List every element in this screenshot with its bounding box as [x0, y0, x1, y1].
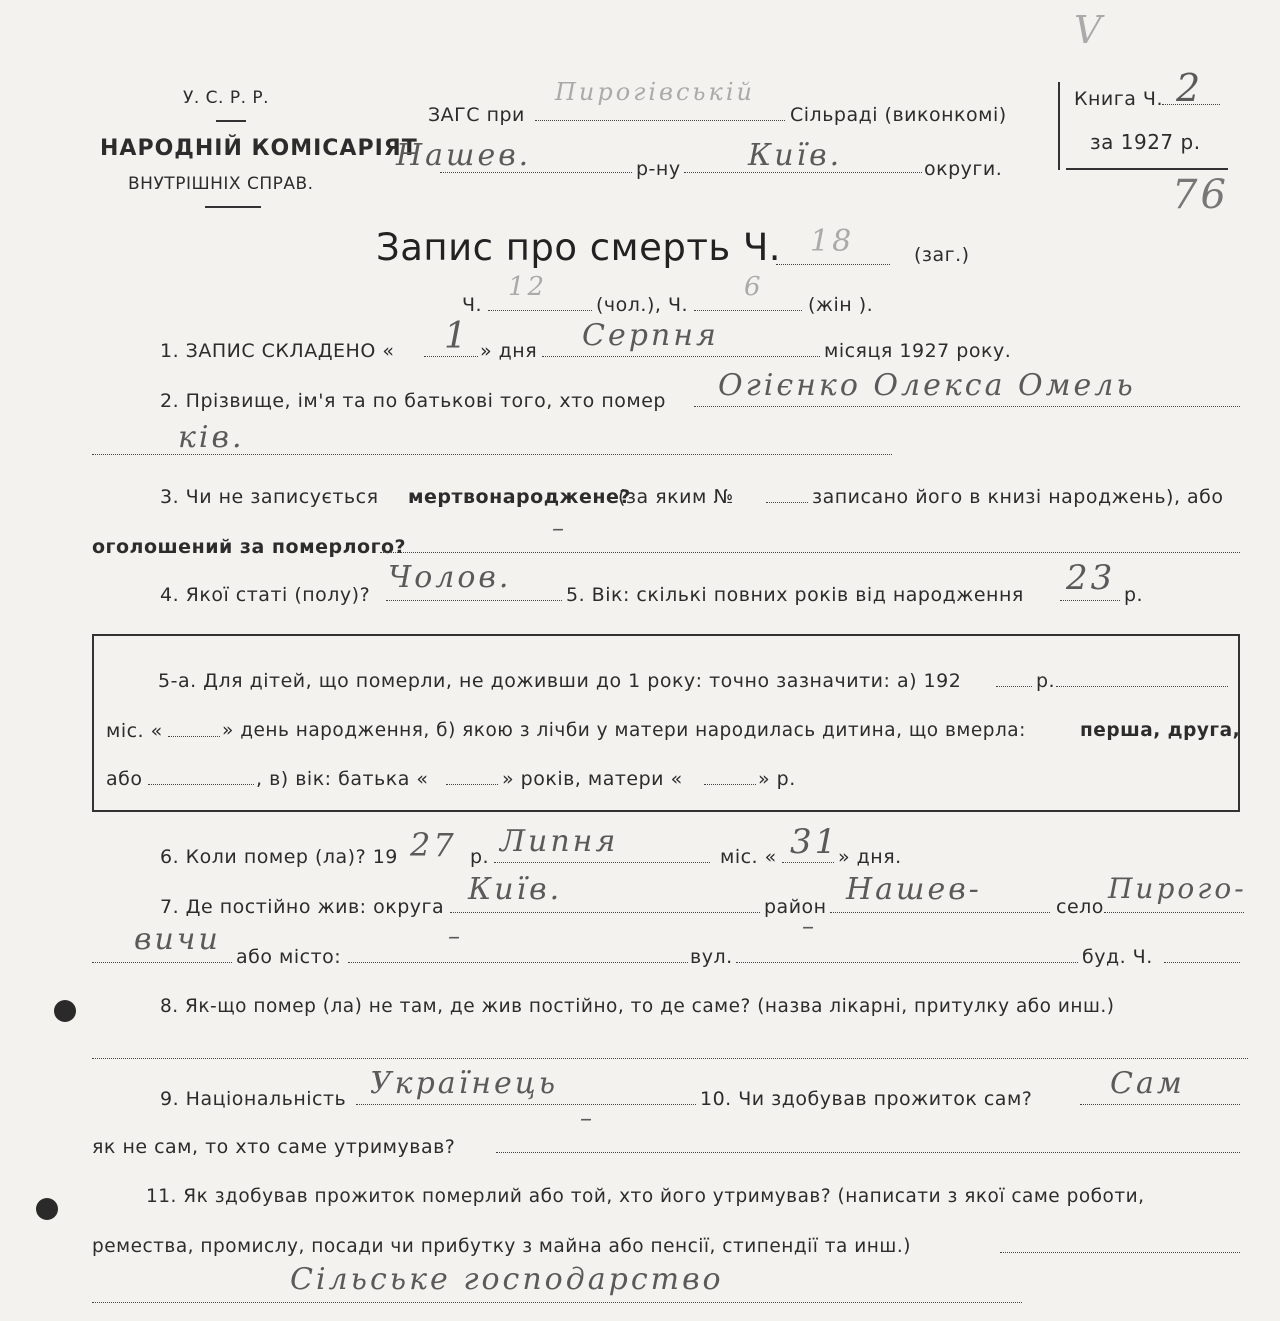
q7-raion-line [830, 912, 1050, 913]
punch-hole-top [54, 1000, 76, 1022]
raion-handwritten: Нашев. [396, 138, 532, 173]
ch-label: Ч. [462, 294, 483, 316]
q5a-or-label: або [106, 768, 143, 790]
silradi-label: Сільраді (виконкомі) [790, 104, 1007, 126]
q5a-order: перша, друга, [1080, 720, 1241, 741]
q10-who-line [496, 1152, 1240, 1153]
q10-dash: – [580, 1104, 595, 1132]
zags-label: ЗАГС при [428, 104, 525, 126]
q3-label-a: 3. Чи не записується [160, 486, 379, 508]
q5a-year-unit: р. [1036, 670, 1056, 692]
q11-handwritten: Сільське господарство [290, 1262, 724, 1297]
q3-number-line [766, 502, 808, 503]
q6-label-a: 6. Коли помер (ла)? 19 [160, 846, 398, 868]
zhin-label: (жін ). [808, 294, 874, 316]
q7-label-b: район [764, 896, 827, 918]
q6-label-b: р. [470, 846, 490, 868]
q2-name-continued: ків. [178, 420, 245, 455]
q3-stillborn: мертвонароджене? [408, 486, 631, 508]
okruha-handwritten: Київ. [748, 138, 843, 173]
corner-mark: V [1074, 8, 1105, 52]
q5a-father-label: , в) вік: батька « [256, 768, 429, 790]
q2-label: 2. Прізвище, ім'я та по батькові того, хто помер [160, 390, 666, 412]
q6-day-handwritten: 31 [790, 822, 840, 862]
female-count-handwritten: 6 [744, 272, 764, 302]
q6-year-handwritten: 27 [410, 826, 457, 864]
header-divider-1 [216, 120, 246, 122]
zags-handwritten: Пирогівській [555, 78, 755, 106]
q5a-order-line [148, 784, 254, 785]
q7-city-line [348, 962, 688, 963]
q7-street-line [736, 962, 1078, 963]
record-no-line [776, 264, 890, 265]
q6-label-d: » дня. [838, 846, 902, 868]
q3-label-d: записано його в книзі народжень), або [812, 486, 1224, 508]
punch-hole-bottom [36, 1198, 58, 1220]
q7-label-a: 7. Де постійно жив: округа [160, 896, 445, 918]
q7-okruha-handwritten: Київ. [468, 872, 563, 907]
male-count-handwritten: 12 [508, 272, 548, 302]
zags-line [535, 120, 785, 121]
q10-who-label: як не сам, то хто саме утримував? [92, 1136, 456, 1158]
q1-label-a: 1. ЗАПИС СКЛАДЕНО « [160, 340, 395, 362]
q7-street-dash: – [802, 912, 817, 940]
q7-okruha-line [450, 912, 760, 913]
q5a-line1-tail [1056, 686, 1228, 687]
q6-label-c: міс. « [720, 846, 777, 868]
book-year: за 1927 р. [1090, 130, 1201, 154]
q9-nat-line [356, 1104, 696, 1105]
q4-label: 4. Якої статі (полу)? [160, 584, 371, 606]
q5a-month-line [168, 736, 220, 737]
q5a-birth-label: » день народження, б) якою з лічби у матери народилась дитина, що вмерла: [222, 720, 1026, 741]
q5a-mother-label: » років, матери « [502, 768, 683, 790]
q4-sex-line [386, 600, 562, 601]
q5a-year-line [996, 686, 1032, 687]
q7-label-c: село [1056, 896, 1104, 918]
male-count-line [488, 310, 592, 311]
rnu-label: р-ну [636, 158, 681, 180]
republic-label: У. С. Р. Р. [183, 88, 270, 108]
q5a-mother-unit: » р. [758, 768, 796, 790]
q1-label-c: місяця 1927 року. [824, 340, 1012, 362]
q5a-line1: 5-а. Для дітей, що померли, не доживши до 1 року: точно зазначити: а) 192 [158, 670, 962, 692]
q1-day-handwritten: 1 [444, 316, 470, 357]
okruhy-label: округи. [924, 158, 1003, 180]
q4-sex-handwritten: Чолов. [388, 560, 512, 595]
q7-label-d: або місто: [236, 946, 342, 968]
q7-selo-handwritten: Пирого- [1108, 872, 1247, 905]
book-handwritten: 2 [1176, 66, 1204, 110]
q3-dash: – [552, 514, 567, 542]
q9-nat-handwritten: Українець [370, 1066, 559, 1101]
q5a-month-label: міс. « [106, 720, 163, 742]
commissariat-title: НАРОДНІЙ КОМІСАРІЯТ [100, 136, 418, 161]
q5-unit: р. [1124, 584, 1144, 606]
q11-label-b: ремества, промислу, посади чи прибутку з майна або пенсії, стипендії та инш.) [92, 1236, 911, 1257]
q10-handwritten: Сам [1110, 1066, 1185, 1101]
q5-age-line [1060, 600, 1120, 601]
q6-month-handwritten: Липня [500, 824, 619, 859]
q10-line [1080, 1104, 1240, 1105]
raion-line [440, 172, 632, 173]
q11-line-2 [92, 1302, 1022, 1303]
q3-label-c: (за яким № [618, 486, 734, 508]
page-number-handwritten: 76 [1172, 172, 1229, 218]
q7-raion-handwritten: Нашев- [846, 872, 982, 907]
q8-label: 8. Як-що помер (ла) не там, де жив постійно, то де саме? (назва лікарні, притулку або инш.) [160, 996, 1115, 1017]
q7-house-line [1164, 962, 1240, 963]
q9-label: 9. Національність [160, 1088, 347, 1110]
record-no-handwritten: 18 [810, 224, 855, 259]
female-count-line [694, 310, 802, 311]
q2-line-1 [694, 406, 1240, 407]
q6-month-line [494, 862, 710, 863]
q5-label: 5. Вік: скількі повних років від народження [566, 584, 1024, 606]
q1-month-line [542, 356, 820, 357]
book-box-bottom [1066, 168, 1228, 170]
book-label: Книга Ч. [1074, 88, 1163, 110]
q5a-father-line [446, 784, 498, 785]
record-title: Запис про смерть Ч. [376, 226, 782, 269]
q11-line-1 [1000, 1252, 1240, 1253]
q7-selo-line-2 [92, 962, 232, 963]
q8-line [92, 1058, 1248, 1059]
department-label: ВНУТРІШНІХ СПРАВ. [128, 174, 314, 194]
q1-month-handwritten: Серпня [582, 318, 719, 353]
q2-name-handwritten: Огієнко Олекса Омель [718, 368, 1136, 403]
book-box-left [1058, 82, 1060, 170]
q5-age-handwritten: 23 [1066, 558, 1116, 598]
header-divider-2 [205, 206, 261, 208]
q10-label: 10. Чи здобував прожиток сам? [700, 1088, 1033, 1110]
zag-label: (заг.) [914, 244, 970, 266]
q7-label-e: вул. [690, 946, 733, 968]
q11-label-a: 11. Як здобував прожиток померлий або той, хто його утримував? (написати з якої саме роботи, [146, 1186, 1145, 1207]
q5a-mother-line [704, 784, 756, 785]
q6-day-line [782, 862, 834, 863]
q7-label-f: буд. Ч. [1082, 946, 1153, 968]
q7-city-dash: – [448, 922, 463, 950]
q3-declared-line [380, 552, 1240, 553]
q7-selo-line [1104, 912, 1244, 913]
chol-label: (чол.), Ч. [596, 294, 689, 316]
q1-label-b: » дня [480, 340, 538, 362]
q3-declared-dead: оголошений за померлого? [92, 536, 407, 558]
q7-selo-continued: вичи [134, 922, 221, 957]
